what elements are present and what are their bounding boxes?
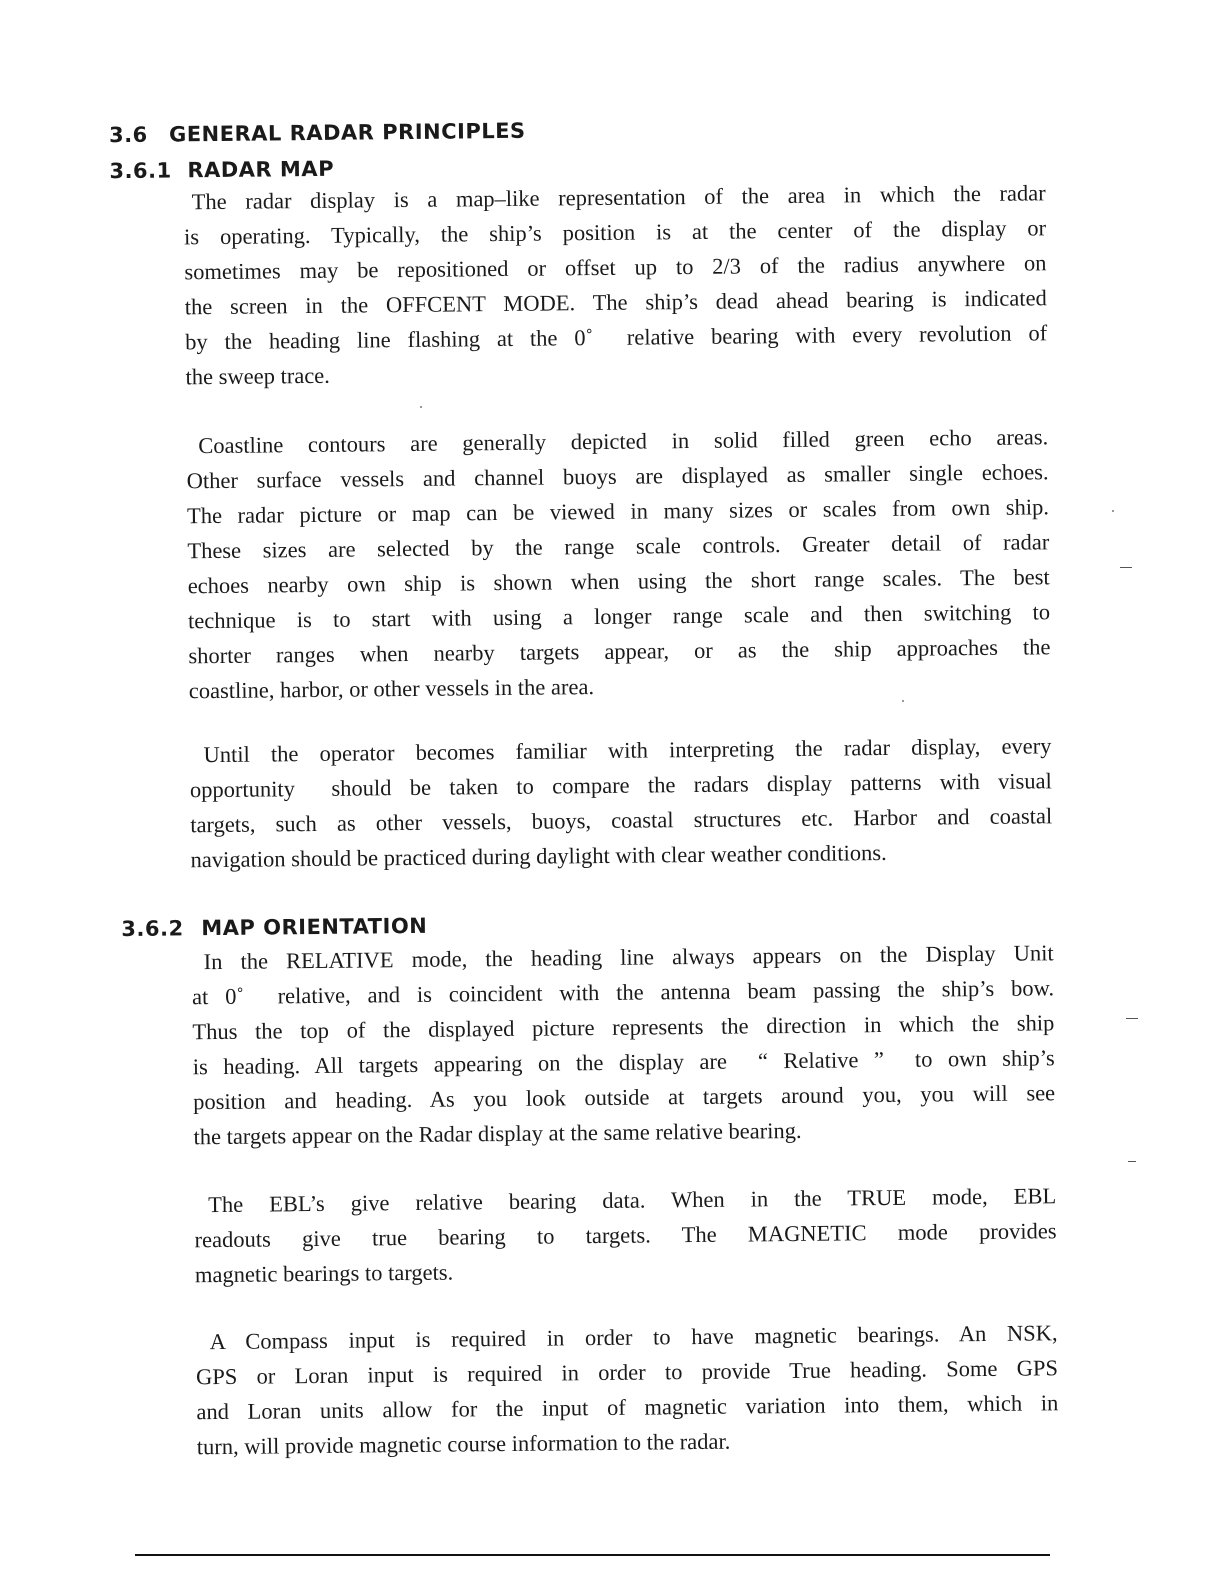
scan-speck: [1112, 510, 1114, 512]
text-line: The radar picture or map can be viewed in many sizes or scales from own ship.: [186, 494, 1050, 529]
paragraph: [191, 935, 1055, 1154]
text-line: In the RELATIVE mode, the heading line always appears on the Display Unit: [203, 940, 1054, 975]
subsection-number: 3.6.1: [109, 158, 172, 184]
text-line: technique is to start with using a longer range scale and then switching to: [187, 599, 1051, 634]
paragraph: [189, 728, 1052, 877]
text-line: coastline, harbor, or other vessels in the area.: [188, 674, 595, 704]
text-line: The radar display is a map–like representation of the area in which the radar: [191, 180, 1046, 215]
subsection-heading-map-orientation: [121, 914, 427, 941]
text-line: GPS or Loran input is required in order to provide True heading. Some GPS: [195, 1355, 1059, 1390]
text-line: the screen in the OFFCENT MODE. The ship’s dead ahead bearing is indicated: [184, 285, 1047, 320]
scan-speck: [902, 700, 904, 702]
subsection-number: 3.6.2: [121, 916, 184, 942]
subsection-heading-radar-map: [109, 157, 334, 183]
text-line: is heading. All targets appearing on the display are “ Relative ” to own ship’s: [192, 1045, 1055, 1080]
text-line: sometimes may be repositioned or offset up to 2/3 of the radius anywhere on: [184, 250, 1047, 285]
margin-mark: [1120, 567, 1132, 568]
footer-rule: [135, 1554, 1050, 1556]
section-heading: [109, 119, 526, 147]
text-line: targets, such as other vessels, buoys, coastal structures etc. Harbor and coastal: [190, 803, 1053, 838]
text-line: Other surface vessels and channel buoys are displayed as smaller single echoes.: [186, 459, 1049, 494]
paragraph: [186, 419, 1051, 708]
text-line: A Compass input is required in order to have magnetic bearings. An NSK,: [209, 1320, 1058, 1355]
paragraph: [194, 1178, 1057, 1292]
margin-mark: [1126, 1018, 1138, 1019]
text-line: navigation should be practiced during daylight with clear weather conditions.: [190, 840, 887, 873]
section-number: 3.6: [108, 122, 148, 148]
text-line: turn, will provide magnetic course information to the radar.: [196, 1428, 731, 1460]
margin-mark: [1128, 1161, 1136, 1162]
text-line: position and heading. As you look outside at targets around you, you will see: [193, 1080, 1056, 1115]
text-line: at 0˚ relative, and is coincident with the antenna beam passing the ship’s bow.: [191, 975, 1055, 1010]
subsection-title: RADAR MAP: [187, 156, 335, 183]
text-line: shorter ranges when nearby targets appear, or as the ship approaches the: [188, 634, 1051, 669]
text-line: Until the operator becomes familiar with interpreting the radar display, every: [203, 733, 1052, 768]
text-line: the sweep trace.: [185, 362, 330, 390]
scan-speck: [420, 406, 422, 408]
paragraph: [184, 175, 1048, 394]
text-line: by the heading line flashing at the 0˚ relative bearing with every revolution of: [185, 320, 1048, 355]
text-line: Coastline contours are generally depicted in solid filled green echo areas.: [198, 424, 1049, 459]
text-line: magnetic bearings to targets.: [194, 1259, 454, 1288]
text-line: readouts give true bearing to targets. The MAGNETIC mode provides: [194, 1218, 1057, 1253]
text-line: These sizes are selected by the range scale controls. Greater detail of radar: [187, 529, 1050, 564]
text-line: echoes nearby own ship is shown when using the short range scales. The best: [187, 564, 1050, 599]
text-line: Thus the top of the displayed picture represents the direction in which the ship: [192, 1010, 1055, 1045]
text-line: is operating. Typically, the ship’s position is at the center of the display or: [183, 215, 1047, 250]
section-title: GENERAL RADAR PRINCIPLES: [168, 118, 526, 147]
subsection-title: MAP ORIENTATION: [201, 913, 428, 941]
text-line: the targets appear on the Radar display at the same relative bearing.: [193, 1117, 802, 1150]
text-line: The EBL’s give relative bearing data. When in the TRUE mode, EBL: [208, 1183, 1057, 1218]
text-line: opportunity should be taken to compare the radars display patterns with visual: [189, 768, 1052, 803]
paragraph: [195, 1315, 1058, 1464]
text-line: and Loran units allow for the input of magnetic variation into them, which in: [196, 1390, 1059, 1425]
